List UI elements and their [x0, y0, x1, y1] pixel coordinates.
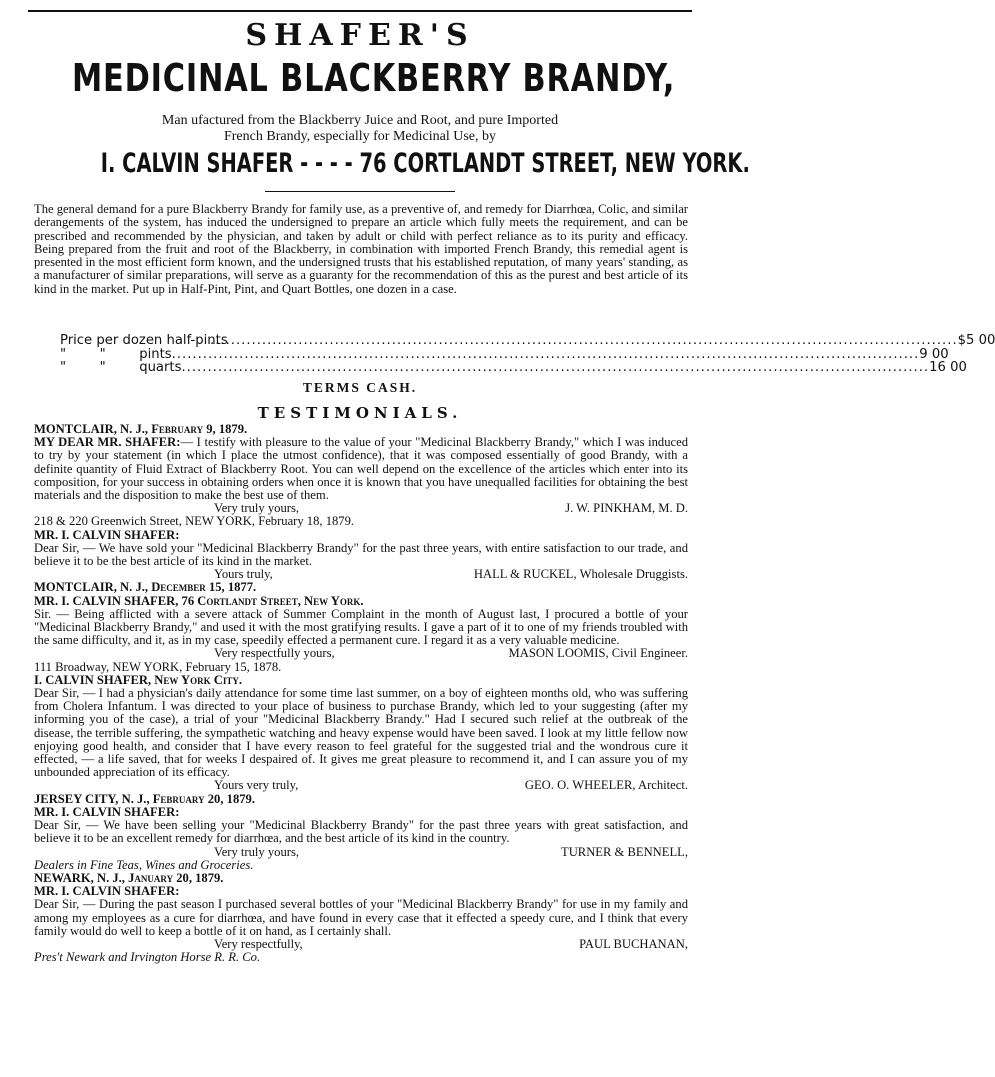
testimonial-body: Sir. — Being afflicted with a severe attack of Summer Complaint in the month of August last, I procured a bottle of your "Medicinal Blackberry Brandy," and used it with the most gratifying results. I gave a part of it to one of my friends troubled with the same difficulty, and it, as in my case, speedily effected a permanent cure. I regard it as a very valuable medicine.: [34, 606, 688, 648]
testimonial-body: Dear Sir, — I had a physician's daily attendance for some time last summer, on a boy of eighteen months old, who was suffering from Cholera Infantum. I was directed to your place of business to purchase Brandy, which led to your suggesting (after my informing you of the case), a trial of your "Medicinal Blackberry Brandy." Had I secured such relief at the outbreak of the disease, the terrible suffering, the sympathetic watching and heavy expense would have been saved. I look at my little fellow now enjoying good health, and consider that I have every reason to feel grateful for the suggested trial and the wondrous cure it effected, — a life saved, that for weeks I despaired of. It gives me great pleasure to recommend it, and I can assure you of my unbounded appreciation of its efficacy.: [34, 686, 688, 780]
intro-paragraph: The general demand for a pure Blackberry Brandy for family use, as a preventive of, and remedy for Diarrhœa, Colic, and similar derangements of the system, has induced the undersigned to prepare an article which fully meets the requirement, and can be prescribed and recommended by the physician, and taken by adult or child with perfect reliance as to its purity and efficacy. Being prepared from the fruit and root of the Blackberry, in combination with imported French Brandy, this remedial agent is presented in the most efficient form known, and the undersigned trusts that his established reputation, of many years' standing, as a manufacturer of similar preparations, will serve as a guaranty for the recommendation of this as the purest and best article of its kind in the market. Put up in Half-Pint, Pint, and Quart Bottles, one dozen in a case.: [34, 202, 688, 296]
price-list: [60, 333, 995, 375]
price-row: [60, 346, 949, 362]
testimonial-closing: Very truly yours,: [214, 844, 299, 859]
terms-heading: TERMS CASH.: [302, 380, 418, 395]
testimonial-signer: HALL & RUCKEL, Wholesale Druggists.: [473, 567, 688, 582]
testimonial-salutation: MR. I. CALVIN SHAFER:: [34, 884, 180, 899]
subtitle: [0, 113, 720, 145]
testimonial-salutation: MR. I. CALVIN SHAFER:: [34, 527, 180, 542]
price-row: [60, 360, 967, 375]
testimonial-place: 218 & 220 Greenwich Street, NEW YORK, February 18, 1879.: [34, 514, 355, 529]
subtitle-line-2: French Brandy, especially for Medicinal Use, by: [223, 129, 496, 144]
leader-dots: ................................................................................................................................................: [181, 360, 930, 375]
price-amount: 9 00: [919, 346, 949, 362]
testimonial-salutation: MY DEAR MR. SHAFER:: [34, 435, 181, 450]
testimonial-closing: Yours truly,: [214, 567, 273, 582]
testimonial-signer-title: Pres't Newark and Irvington Horse R. R. Co.: [34, 950, 261, 965]
testimonial-salutation: MR. I. CALVIN SHAFER:: [34, 804, 180, 819]
testimonial-closing: Very respectfully,: [214, 936, 303, 951]
testimonial-signature: [34, 647, 688, 660]
testimonial-body: — I testify with pleasure to the value of your "Medicinal Blackberry Brandy," which I was induced to try by your statement (in which I place the utmost confidence), that it was composed essentially of good Brandy, with a definite quantity of Fluid Extract of Blackberry Root. You can well depend on the excellence of the articles which enter into its composition, for your success in obtaining orders when once it is known that you have unequalled facilities for obtaining the best materials and the disposition to make the best use of them.: [34, 435, 688, 503]
divider-rule: [265, 191, 455, 192]
leader-dots: ................................................................................................................................................: [210, 333, 958, 348]
testimonial-place: JERSEY CITY, N. J., February 20, 1879.: [34, 791, 255, 806]
testimonial-body: Dear Sir, — We have sold your "Medicinal Blackberry Brandy" for the past three years, with entire satisfaction to our trade, and believe it to be the best article of its kind in the market.: [34, 540, 688, 569]
leader-dots: ................................................................................................................................................: [171, 346, 920, 362]
testimonial-salutation: I. CALVIN SHAFER, New York City.: [34, 672, 243, 687]
testimonial-body: Dear Sir, — During the past season I purchased several bottles of your "Medicinal Blackberry Brandy" for use in my family and among my employees as a cure for diarrhœa, and have found in every case that it effected a speedy cure, and I think that every family would do well to keep a bottle of it on hand, as I certainly shall.: [34, 897, 688, 938]
testimonial-place: 111 Broadway, NEW YORK, February 15, 1878.: [34, 659, 282, 674]
price-row: [60, 333, 995, 348]
testimonial-salutation: MR. I. CALVIN SHAFER, 76 Cortlandt Street, New York.: [34, 593, 364, 608]
testimonial-signature: [34, 779, 688, 792]
testimonial-place: MONTCLAIR, N. J., February 9, 1879.: [34, 422, 248, 436]
testimonial-signer-title: Dealers in Fine Teas, Wines and Groceries.: [34, 857, 254, 872]
testimonial-closing: Yours very truly,: [214, 778, 299, 793]
top-rule: [28, 10, 692, 12]
testimonials: [34, 423, 688, 964]
testimonial-signer: PAUL BUCHANAN,: [579, 936, 688, 951]
price-amount: 16 00: [929, 360, 967, 375]
maker-address: I. CALVIN SHAFER - - - - 76 CORTLANDT STREET, NEW YORK.: [100, 148, 750, 179]
testimonial-closing: Very truly yours,: [214, 501, 299, 516]
product-title: MEDICINAL BLACKBERRY BRANDY,: [72, 56, 676, 100]
testimonial-signer: J. W. PINKHAM, M. D.: [565, 501, 688, 516]
testimonial-signer: GEO. O. WHEELER, Architect.: [524, 778, 688, 793]
testimonial-text: [34, 436, 688, 502]
price-label: " " quarts: [60, 360, 182, 375]
testimonial-closing: Very respectfully yours,: [214, 646, 335, 661]
subtitle-line-1: Man ufactured from the Blackberry Juice and Root, and pure Imported: [161, 113, 559, 128]
brand-name: SHAFER'S: [245, 18, 475, 53]
price-label: Price per dozen half-pints: [60, 333, 228, 348]
price-label: " " pints: [60, 346, 172, 362]
testimonial-signer: TURNER & BENNELL,: [561, 844, 688, 859]
testimonial-signature: [34, 846, 688, 859]
testimonial-place: NEWARK, N. J., January 20, 1879.: [34, 870, 224, 885]
testimonials-heading: TESTIMONIALS.: [257, 404, 463, 422]
price-amount: $5 00: [957, 333, 995, 348]
testimonial-body: Dear Sir, — We have been selling your "Medicinal Blackberry Brandy" for the past three years with great satisfaction, and believe it to be an excellent remedy for diarrhœa, and the best article of its kind in the country.: [34, 818, 688, 846]
testimonial-signer: MASON LOOMIS, Civil Engineer.: [508, 646, 688, 661]
testimonial-place: MONTCLAIR, N. J., December 15, 1877.: [34, 580, 257, 595]
